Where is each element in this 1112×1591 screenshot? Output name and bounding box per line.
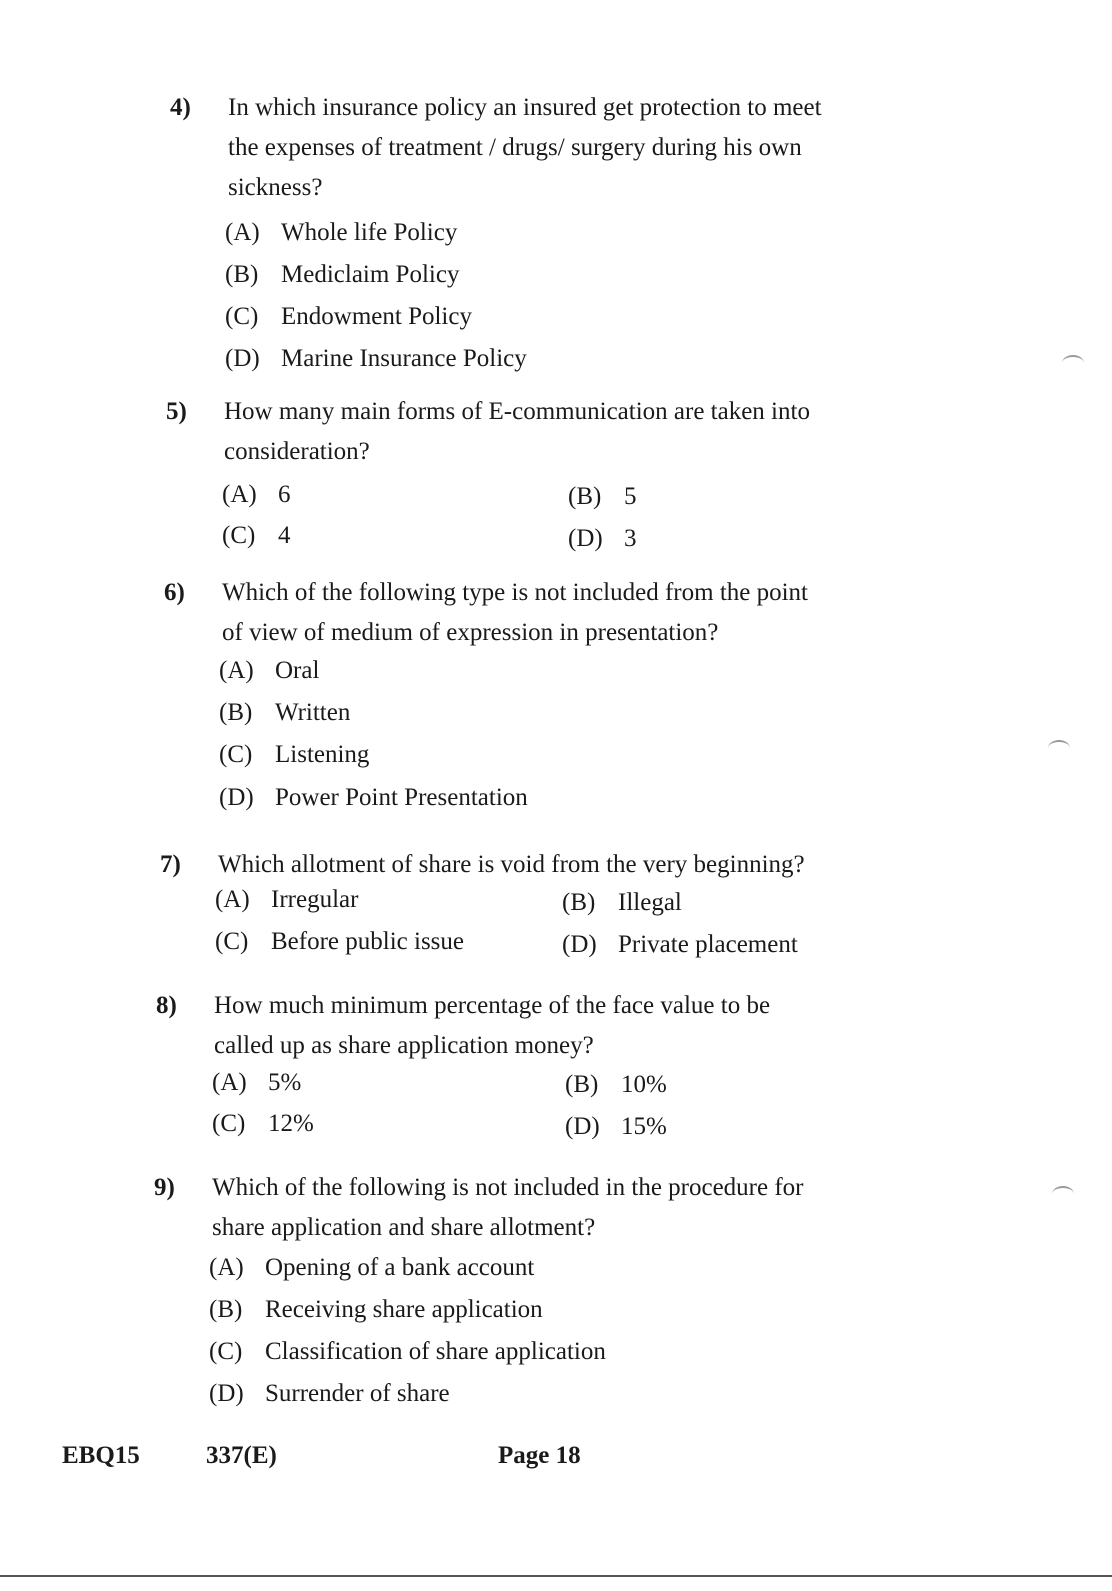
option-c: (C) 4 — [222, 522, 291, 549]
option-a: (A) Opening of a bank account — [209, 1254, 535, 1281]
question-8 — [156, 986, 916, 1146]
question-6 — [164, 573, 924, 823]
question-text — [222, 573, 808, 653]
question-text — [218, 845, 805, 885]
option-d: (D) Surrender of share — [209, 1380, 450, 1407]
question-text-line: How many main forms of E-communication are taken into — [224, 398, 810, 425]
option-b: (B) 5 — [568, 483, 637, 510]
option-c: (C) 12% — [212, 1110, 314, 1137]
option-b: (B) Mediclaim Policy — [225, 261, 460, 288]
question-text-line: Which allotment of share is void from the very beginning? — [218, 851, 805, 878]
question-text-line: sickness? — [228, 174, 323, 201]
question-text-line: How much minimum percentage of the face value to be — [214, 992, 771, 1019]
question-text-line: Which of the following type is not included from the point — [222, 579, 808, 606]
question-number: 4) — [170, 94, 191, 121]
question-5 — [166, 392, 926, 562]
option-b: (B) Receiving share application — [209, 1296, 543, 1323]
option-d: (D) Marine Insurance Policy — [225, 345, 527, 372]
question-7 — [160, 845, 920, 965]
question-number: 6) — [164, 579, 185, 606]
question-text — [212, 1168, 804, 1248]
question-text-line: called up as share application money? — [214, 1032, 594, 1059]
option-a: (A) Oral — [219, 657, 320, 684]
option-b: (B) Illegal — [562, 889, 682, 916]
scan-mark — [1048, 740, 1070, 756]
option-c: (C) Before public issue — [215, 928, 465, 955]
question-number: 9) — [154, 1174, 175, 1201]
option-c: (C) Classification of share application — [209, 1338, 606, 1365]
question-4 — [170, 88, 930, 378]
scan-mark — [1062, 355, 1084, 371]
option-a: (A) 6 — [222, 481, 291, 508]
option-a: (A) Irregular — [215, 886, 359, 913]
option-d: (D) Power Point Presentation — [219, 784, 528, 811]
question-text-line: share application and share allotment? — [212, 1214, 596, 1241]
scan-mark — [1052, 1186, 1074, 1202]
page-edge-line — [0, 1575, 1112, 1577]
question-9 — [154, 1168, 914, 1418]
option-d: (D) Private placement — [562, 931, 798, 958]
question-text-line: of view of medium of expression in presentation? — [222, 619, 719, 646]
option-c: (C) Endowment Policy — [225, 303, 472, 330]
question-text — [224, 392, 810, 472]
question-number: 5) — [166, 398, 187, 425]
option-b: (B) Written — [219, 699, 351, 726]
option-a: (A) 5% — [212, 1069, 302, 1096]
question-text-line: the expenses of treatment / drugs/ surgery during his own — [228, 134, 802, 161]
option-b: (B) 10% — [565, 1071, 667, 1098]
option-a: (A) Whole life Policy — [225, 219, 458, 246]
question-text — [228, 88, 822, 208]
question-text-line: consideration? — [224, 438, 370, 465]
option-d: (D) 3 — [568, 525, 637, 552]
question-text-line: Which of the following is not included in the procedure for — [212, 1174, 804, 1201]
question-text-line: In which insurance policy an insured get protection to meet — [228, 94, 822, 121]
option-d: (D) 15% — [565, 1113, 667, 1140]
question-number: 8) — [156, 992, 177, 1019]
question-number: 7) — [160, 851, 181, 878]
footer-code: EBQ15 — [62, 1442, 140, 1469]
footer-paper-number: 337(E) — [206, 1442, 277, 1469]
footer-page-number: Page 18 — [498, 1442, 581, 1469]
question-text — [214, 986, 770, 1066]
option-c: (C) Listening — [219, 741, 370, 768]
